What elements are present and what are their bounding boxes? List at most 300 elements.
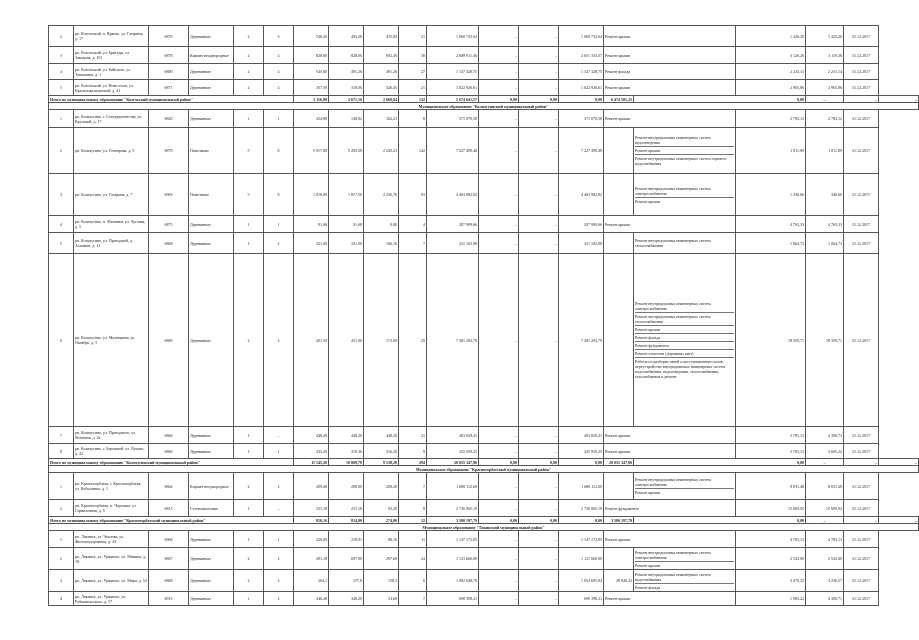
total-cell: 0,00	[519, 517, 559, 524]
table-cell: 1	[234, 531, 264, 548]
table-cell: 2 651 333,37	[559, 47, 604, 64]
table-cell: 321 102,98	[427, 233, 479, 254]
table-cell: 1 983,22	[736, 592, 806, 606]
table-cell: –	[479, 233, 519, 254]
table-cell: 1 121 660,00	[427, 548, 479, 570]
table-row	[49, 47, 919, 64]
extra-amount-cell: 49 940,32	[604, 570, 634, 592]
table-cell: 325 959,25	[427, 444, 479, 459]
table-cell: 31.12.2017	[844, 444, 879, 459]
address-cell: рп. Кольчугино, ул. Малинкина, ул. Октябрь, д. 5	[74, 254, 149, 427]
table-cell: 8	[264, 174, 294, 216]
table-cell: 2	[234, 548, 264, 570]
table-cell: 1	[234, 110, 264, 128]
table-cell: –	[519, 47, 559, 64]
table-cell: 158,3	[364, 570, 399, 592]
table-cell: 2 688 911,46	[427, 47, 479, 64]
table-cell: 1 817,50	[329, 174, 364, 216]
table-cell: 31.12.2017	[844, 174, 879, 216]
table-cell: 31.12.2017	[844, 254, 879, 427]
table-cell: 201,50	[294, 254, 329, 427]
table-cell: 2 543,00	[806, 548, 844, 570]
table-cell: 692,40	[364, 47, 399, 64]
table-cell: 2 783,12	[806, 110, 844, 128]
row-number: 3	[49, 174, 74, 216]
section-title: Муниципальное образование "Красногорбатский муниципальный район"	[49, 466, 919, 473]
work-type-cell: Ремонт крыши	[604, 216, 736, 233]
total-cell: –	[844, 459, 879, 466]
table-cell: 4	[399, 216, 427, 233]
address-cell: рп. Козельский, ул. Новоселов, ул. Краснопартизанской, д. 41	[74, 80, 149, 96]
table-cell: 11	[399, 531, 427, 548]
table-cell: 491,26	[364, 64, 399, 80]
work-type-cell: Ремонт крыши	[604, 80, 736, 96]
table-cell: 4 463 982,82	[559, 174, 604, 216]
table-cell: –	[519, 64, 559, 80]
work-type-cell: Ремонт фундамента	[604, 500, 736, 517]
table-cell: Деревянные	[189, 233, 234, 254]
work-type-cell: Ремонт крыши	[604, 47, 736, 64]
table-cell: –	[519, 26, 559, 47]
work-list-cell	[634, 473, 736, 500]
document-page	[48, 25, 917, 606]
table-cell: 1 811,89	[806, 128, 844, 174]
total-cell: 0,00	[634, 96, 806, 103]
total-cell: 0,00	[559, 459, 604, 466]
table-cell: 690 398,21	[427, 592, 479, 606]
table-cell: 24	[399, 548, 427, 570]
table-cell: –	[479, 592, 519, 606]
table-cell: 31.12.2017	[844, 570, 879, 592]
table-cell: –	[479, 216, 519, 233]
address-cell: рп. Кольчугино, ул. Приходного, ул. Ясеневая, д. 2а	[74, 427, 149, 444]
table-cell: 21	[399, 26, 427, 47]
work-list	[635, 549, 734, 569]
total-cell: 0,00	[479, 517, 519, 524]
table-cell: 690 398,21	[559, 592, 604, 606]
address-cell: рп. Козельский, ул. Бийского, ул. Тимошина, д. 1	[74, 64, 149, 80]
table-cell: 231,18	[294, 500, 329, 517]
work-type-cell: Ремонт крыши	[604, 592, 736, 606]
work-item: Ремонт крыши	[635, 326, 734, 334]
row-number: 4	[49, 64, 74, 80]
table-cell: –	[479, 110, 519, 128]
total-cell: 0,00	[479, 459, 519, 466]
table-cell: 1	[234, 500, 264, 517]
table-cell: –	[264, 427, 294, 444]
table-cell: 2 781,13	[736, 427, 806, 444]
table-cell: 93	[399, 174, 427, 216]
table-cell: 326,45	[364, 80, 399, 96]
total-cell: –	[806, 517, 844, 524]
table-cell: Деревянные	[189, 592, 234, 606]
table-cell: 3	[264, 26, 294, 47]
table-row	[49, 570, 919, 592]
row-number: 1	[49, 531, 74, 548]
work-list-cell	[634, 174, 736, 216]
total-cell: –	[806, 96, 844, 103]
table-cell: Панельные	[189, 174, 234, 216]
total-cell: 0,00	[634, 459, 806, 466]
table-cell: 1 688 112,60	[427, 473, 479, 500]
table-row	[49, 216, 919, 233]
table-cell: 6906	[149, 531, 189, 548]
row-number: 2	[49, 26, 74, 47]
work-type-cell: Ремонт крыши	[604, 444, 736, 459]
table-cell: 231,18	[329, 500, 364, 517]
table-cell: 8 031,48	[806, 473, 844, 500]
table-cell: 31.12.2017	[844, 47, 879, 64]
total-cell: 3 116,80	[294, 96, 329, 103]
table-cell: 6869	[149, 444, 189, 459]
table-row	[49, 592, 919, 606]
table-cell: 1 082 648,78	[427, 570, 479, 592]
table-row	[49, 500, 919, 517]
row-number: 1	[49, 110, 74, 128]
table-cell: 6871	[149, 80, 189, 96]
total-row	[49, 96, 919, 103]
table-row	[49, 473, 919, 500]
table-cell: 31.12.2017	[844, 473, 879, 500]
table-cell: 6879	[149, 128, 189, 174]
table-cell: 4 300,73	[806, 427, 844, 444]
work-list-cell	[634, 254, 736, 427]
address-cell: рп. Лакинск, ул. Урицкого, ул. Мира, д. 54	[74, 570, 149, 592]
table-cell: 318,00	[329, 80, 364, 96]
table-cell	[604, 128, 634, 174]
table-cell: 2	[264, 570, 294, 592]
table-cell: 346,20	[329, 592, 364, 606]
table-cell: 6963	[149, 174, 189, 216]
table-cell: 316,20	[364, 444, 399, 459]
table-cell: 7	[399, 233, 427, 254]
table-cell: –	[519, 254, 559, 427]
table-cell: –	[479, 531, 519, 548]
section-title: Муниципальное образование "Кольчугинский муниципальный район"	[49, 103, 919, 110]
table-cell: 2	[264, 592, 294, 606]
total-cell: 10 069,78	[329, 459, 364, 466]
work-item: Ремонт внутридомовых инженерных систем электроснабжения	[635, 549, 734, 562]
total-cell: 814,00	[329, 517, 364, 524]
table-cell: Деревянные	[189, 548, 234, 570]
table-cell: 5	[234, 128, 264, 174]
table-cell: 31.12.2017	[844, 531, 879, 548]
table-cell: 6868	[149, 570, 189, 592]
table-row	[49, 254, 919, 427]
table-cell: 4 763,33	[736, 216, 806, 233]
table-cell: –	[519, 174, 559, 216]
table-cell: 2 965,86	[736, 80, 806, 96]
total-cell: –	[879, 517, 919, 524]
work-item: Ремонт крыши	[635, 562, 661, 568]
address-cell: рп. Кольчугино, ул. Приходной, д. Ахиаман, д. 12	[74, 233, 149, 254]
table-cell: –	[519, 216, 559, 233]
table-cell: Деревянные	[189, 26, 234, 47]
total-cell: –	[879, 96, 919, 103]
table-cell: 142	[399, 128, 427, 174]
total-cell: 22	[399, 517, 427, 524]
table-row	[49, 444, 919, 459]
table-cell: 1 811,89	[736, 128, 806, 174]
table-cell: 4 300,71	[806, 592, 844, 606]
table-cell: 321,00	[329, 233, 364, 254]
table-cell: –	[519, 500, 559, 517]
table-row	[49, 110, 919, 128]
table-cell: 1 052 695,84	[559, 570, 604, 592]
work-list	[635, 300, 734, 380]
table-cell: 2	[264, 473, 294, 500]
table-cell: 2	[264, 64, 294, 80]
table-cell: 1	[234, 216, 264, 233]
table-cell: 448,20	[329, 427, 364, 444]
table-cell: 1 022 920,61	[427, 80, 479, 96]
table-cell: Деревянные	[189, 110, 234, 128]
table-cell: –	[479, 500, 519, 517]
table-cell: 1 121 660,00	[559, 548, 604, 570]
work-list	[635, 134, 734, 167]
table-cell: 2	[264, 233, 294, 254]
table-cell: 1	[264, 531, 294, 548]
table-cell: 697,00	[329, 548, 364, 570]
table-cell: 2	[264, 80, 294, 96]
table-cell: 2	[234, 64, 264, 80]
total-label: Итого по муниципальному образованию "Козельский муниципальный район"	[49, 96, 294, 103]
table-cell: 2	[234, 473, 264, 500]
table-cell: 157,8	[329, 570, 364, 592]
table-cell: 4 463 982,82	[427, 174, 479, 216]
table-cell: 15 609,92	[736, 500, 806, 517]
table-cell	[604, 254, 634, 427]
table-cell: Деревянные	[189, 64, 234, 80]
table-cell: 545,60	[294, 64, 329, 80]
section-header-row	[49, 524, 919, 531]
table-cell	[604, 548, 634, 570]
table-cell: Сетевожелезные	[189, 500, 234, 517]
address-cell: рп. Красногорбатка, п. Чертовка, ул. Гарнизонная, д. 5	[74, 500, 149, 517]
table-cell: 3 119,38	[806, 47, 844, 64]
table-cell: 1	[234, 444, 264, 459]
table-cell: 31.12.2017	[844, 128, 879, 174]
table-cell: 1 340,66	[736, 174, 806, 216]
table-cell: 371 070,58	[559, 110, 604, 128]
table-cell: 357,59	[294, 80, 329, 96]
work-list-cell	[634, 233, 736, 254]
row-number: 1	[49, 473, 74, 500]
address-cell: рп. Козельский, п. Ярково, ул. Гагарина, д. 17	[74, 26, 149, 47]
table-cell: 2	[234, 254, 264, 427]
row-number: 3	[49, 570, 74, 592]
table-cell: 166,10	[364, 233, 399, 254]
work-item: Ремонт крыши	[635, 198, 661, 204]
work-item: Ремонт крыши	[635, 147, 734, 155]
table-cell: 1	[264, 110, 294, 128]
table-cell: 218,91	[329, 531, 364, 548]
table-cell: 208,00	[329, 473, 364, 500]
table-cell: 297 909,66	[559, 216, 604, 233]
table-row	[49, 80, 919, 96]
table-cell: 91,68	[329, 216, 364, 233]
table-cell: –	[479, 26, 519, 47]
table-cell: 7 381 203,79	[559, 254, 604, 427]
table-row	[49, 233, 919, 254]
table-cell: –	[479, 80, 519, 96]
table-cell: 6867	[149, 548, 189, 570]
work-item: Ремонт отмостки (дорожных щит)	[635, 350, 734, 358]
work-type-cell: Ремонт крыши	[604, 26, 736, 47]
work-type-cell: Ремонт крыши	[604, 110, 736, 128]
table-cell: 7 381 203,79	[427, 254, 479, 427]
address-cell: рп. Кольчугино, г. Соотрудничеству, ул. Крупской, д. 17	[74, 110, 149, 128]
row-number: 5	[49, 233, 74, 254]
work-list	[635, 185, 734, 205]
table-cell: 297,60	[364, 548, 399, 570]
table-cell: 2 230,76	[364, 174, 399, 216]
table-cell: 297 909,66	[427, 216, 479, 233]
total-cell: 0,00	[559, 96, 604, 103]
total-cell: 20 055 347,96	[604, 459, 634, 466]
work-item: Ремонт фасада	[635, 334, 734, 342]
table-cell: 8	[399, 500, 427, 517]
table-cell: 2 783,12	[736, 110, 806, 128]
table-cell: 8	[399, 110, 427, 128]
table-cell: –	[479, 174, 519, 216]
total-cell: 11 145,26	[294, 459, 329, 466]
table-cell: –	[519, 128, 559, 174]
table-cell: 3 470,32	[736, 570, 806, 592]
table-cell: 2	[264, 548, 294, 570]
table-cell: 3 126,26	[736, 47, 806, 64]
work-list	[635, 571, 734, 591]
table-cell: 209,68	[294, 473, 329, 500]
table-cell: 1 022 920,61	[559, 80, 604, 96]
table-cell: 403 828,41	[559, 427, 604, 444]
total-cell: 6 474 501,25	[604, 96, 634, 103]
table-cell: 25	[399, 254, 427, 427]
work-item: Ремонт внутридомовых инженерных систем водоснабжения	[635, 571, 734, 584]
table-cell: 21	[399, 427, 427, 444]
address-cell: рп. Лакинск, ул. Чкалова, ул. Железнодорожная, д. 43	[74, 531, 149, 548]
table-cell: 2 543,00	[736, 548, 806, 570]
table-cell: 1 060 733,64	[427, 26, 479, 47]
table-cell: –	[479, 128, 519, 174]
work-item: Ремонт внутридомовых инженерных систем электроснабжения	[635, 300, 734, 313]
table-cell: 2	[234, 47, 264, 64]
table-cell: 546,20	[294, 26, 329, 47]
table-cell: 448,20	[364, 427, 399, 444]
table-cell: 8 031,48	[736, 473, 806, 500]
table-cell: 828,00	[329, 47, 364, 64]
work-list-cell	[634, 548, 736, 570]
table-cell: –	[479, 444, 519, 459]
table-cell: 4 763,33	[806, 216, 844, 233]
table-cell: –	[479, 548, 519, 570]
table-cell: –	[519, 548, 559, 570]
row-number: 4	[49, 592, 74, 606]
table-cell: 403 828,41	[427, 427, 479, 444]
table-cell: 1 060 733,64	[559, 26, 604, 47]
address-cell: рп. Кольчугино, ул. Гагарина, д. 7	[74, 174, 149, 216]
total-label: Итого по муниципальному образованию "Красногорбатский муниципальный район"	[49, 517, 294, 524]
table-cell: 333,20	[294, 444, 329, 459]
table-cell: 31.12.2017	[844, 233, 879, 254]
table-cell: 2	[264, 254, 294, 427]
table-cell: 27	[399, 64, 427, 80]
table-cell: 1 147 328,75	[559, 64, 604, 80]
table-cell: 31.12.2017	[844, 80, 879, 96]
table-cell: 2 965,86	[806, 80, 844, 96]
table-cell: 15 609,92	[806, 500, 844, 517]
table-cell: –	[479, 570, 519, 592]
table-cell: 1	[234, 427, 264, 444]
total-cell: –	[806, 459, 844, 466]
table-cell: Панельные	[189, 128, 234, 174]
table-cell: 493,28	[329, 26, 364, 47]
table-row	[49, 531, 919, 548]
address-cell: рп. Лакинск, ул. Урицкого, ул. Минина, д. 18	[74, 548, 149, 570]
table-cell: 828,60	[294, 47, 329, 64]
row-number: 6	[49, 254, 74, 427]
table-cell: 325 959,25	[559, 444, 604, 459]
table-cell: 6880	[149, 64, 189, 80]
table-cell: 148,02	[329, 110, 364, 128]
table-cell: 2	[234, 26, 264, 47]
table-cell: –	[479, 64, 519, 80]
work-item: Ремонт внутридомовых инженерных систем теплоснабжения	[635, 313, 734, 326]
table-cell: 6869	[149, 254, 189, 427]
work-list	[635, 476, 734, 496]
table-cell: 2 726 065,19	[427, 500, 479, 517]
table-cell	[604, 473, 634, 500]
total-cell: 3 500 197,79	[604, 517, 634, 524]
table-cell: 6875	[149, 216, 189, 233]
table-cell: 324,88	[294, 110, 329, 128]
work-list-cell	[634, 128, 736, 174]
table-cell: –	[519, 473, 559, 500]
row-number: 2	[49, 500, 74, 517]
work-item: Ремонт крыши	[635, 490, 661, 495]
table-cell: 162,23	[364, 110, 399, 128]
total-cell: 816,16	[294, 517, 329, 524]
table-cell: 1 426,20	[736, 26, 806, 47]
table-cell: 1 425,20	[806, 26, 844, 47]
table-cell: 0,00	[364, 216, 399, 233]
table-cell: 6878	[149, 47, 189, 64]
table-cell: 2 231,14	[806, 64, 844, 80]
table-cell: 340,60	[806, 174, 844, 216]
work-item: Ремонт внутридомовых инженерных систем водоотведения	[635, 134, 734, 147]
table-cell: 2	[234, 80, 264, 96]
row-number: 4	[49, 216, 74, 233]
total-cell: 132	[399, 96, 427, 103]
table-cell: –	[519, 444, 559, 459]
table-cell: 371 070,58	[427, 110, 479, 128]
table-cell: 88,10	[364, 531, 399, 548]
table-cell: 5	[234, 174, 264, 216]
table-cell: 31.12.2017	[844, 500, 879, 517]
table-cell: 30	[399, 47, 427, 64]
total-cell: –	[844, 96, 879, 103]
total-cell: 5 674 641,27	[427, 96, 479, 103]
total-cell: 0,00	[479, 96, 519, 103]
table-body	[49, 26, 919, 606]
row-number: 5	[49, 80, 74, 96]
table-cell: 7 227 499,48	[427, 128, 479, 174]
table-cell: 172,00	[364, 254, 399, 427]
address-cell: рп. Лакинск, ул. Урицкого, ул. Рубинкольского, д. 57	[74, 592, 149, 606]
total-cell: 20 055 347,96	[427, 459, 479, 466]
table-cell: 31.12.2017	[844, 110, 879, 128]
row-number: 7	[49, 427, 74, 444]
